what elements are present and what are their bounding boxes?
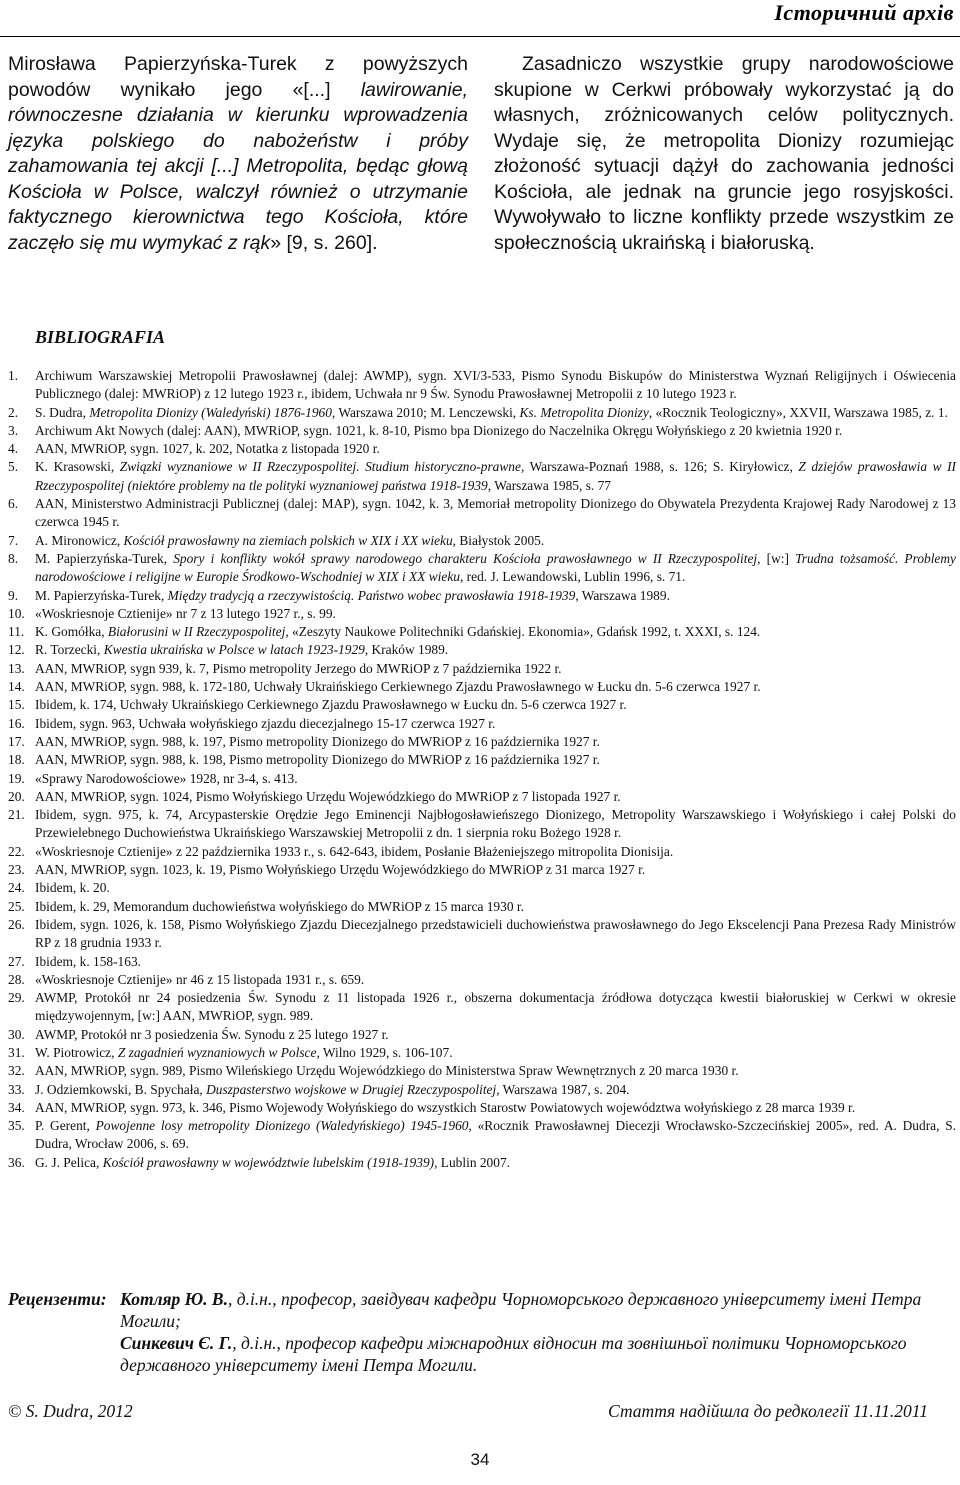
bibliography-entry-text xyxy=(35,953,956,971)
bibliography-entry xyxy=(8,715,956,733)
bibliography-plain-text: AAN, MWRiOP, sygn. 988, k. 197, Pismo metropolity Dionizego do MWRiOP z 16 października 1927 r. xyxy=(35,733,600,749)
bibliography-plain-text: S. Dudra, xyxy=(35,404,90,420)
bibliography-title-text: Kościół prawosławny na ziemiach polskich w XIX i XX wieku xyxy=(123,532,453,548)
bibliography-entry xyxy=(8,751,956,769)
bibliography-plain-text: AAN, MWRiOP, sygn. 988, k. 198, Pismo metropolity Dionizego do MWRiOP z 16 października 1927 r. xyxy=(35,752,600,768)
bibliography-entry-text xyxy=(35,422,956,440)
reviewer-name: Синкевич Є. Г. xyxy=(120,1333,233,1353)
left-text-part: Mirosława Papierzyńska-Turek z powyższych powodów wynikało jego «[...] xyxy=(8,53,468,101)
bibliography-entry xyxy=(8,495,956,532)
bibliography-entry-text xyxy=(35,1026,956,1044)
bibliography-entry-number: 25. xyxy=(8,898,25,914)
bibliography-plain-text: AAN, MWRiOP, sygn 939, k. 7, Pismo metropolity Jerzego do MWRiOP z 7 października 1922 r. xyxy=(35,660,562,676)
copyright-notice: © S. Dudra, 2012 xyxy=(8,1401,133,1421)
received-date: Стаття надійшла до редколегії 11.11.2011 xyxy=(608,1401,928,1421)
bibliography-entry-number: 10. xyxy=(8,605,25,621)
bibliography-plain-text: «Woskriesnoje Cztienije» z 22 października 1933 r., s. 642-643, ibidem, Posłanie Błażeniejszego mitropolita Dionisija. xyxy=(35,843,674,859)
bibliography-plain-text: AAN, MWRiOP, sygn. 1023, k. 19, Pismo Wołyńskiego Urzędu Wojewódzkiego do MWRiOP z 31 marca 1927 r. xyxy=(35,862,646,878)
bibliography-plain-text: AAN, MWRiOP, sygn. 988, k. 172-180, Uchwały Ukraińskiego Cerkiewnego Zjazdu Prawosławnego w Łucku dn. 5-6 czerwca 1927 r. xyxy=(35,679,761,695)
left-text-column xyxy=(8,52,468,256)
bibliography-title-text: Spory i konflikty wokół sprawy narodowego charakteru Kościoła prawosławnego w II Rzeczypospolitej xyxy=(173,550,758,566)
bibliography-title-text: Kwestia ukraińska w Polsce w latach 1923-1929 xyxy=(103,642,365,658)
bibliography-entry-text xyxy=(35,733,956,751)
bibliography-entry xyxy=(8,404,956,422)
bibliography-plain-text: J. Odziemkowski, B. Spychała, xyxy=(35,1081,207,1097)
bibliography-entry-number: 29. xyxy=(8,990,25,1006)
reviewer-entry xyxy=(120,1332,956,1376)
bibliography-entry xyxy=(8,458,956,495)
bibliography-entry-text xyxy=(35,770,956,788)
bibliography-entry-number: 20. xyxy=(8,788,25,804)
bibliography-entry-text xyxy=(35,916,956,953)
bibliography-entry-text xyxy=(35,715,956,733)
bibliography-list xyxy=(8,367,956,1172)
bibliography-plain-text: , Białystok 2005. xyxy=(452,532,545,548)
bibliography-entry-number: 22. xyxy=(8,843,25,859)
bibliography-plain-text: P. Gerent, xyxy=(35,1118,96,1134)
bibliography-entry xyxy=(8,989,956,1026)
bibliography-plain-text: «Woskriesnoje Cztienije» nr 7 z 13 lutego 1927 r., s. 99. xyxy=(35,605,336,621)
bibliography-entry xyxy=(8,1117,956,1154)
bibliography-title: BIBLIOGRAFIA xyxy=(35,327,166,347)
right-text-column xyxy=(494,52,954,256)
bibliography-entry-text xyxy=(35,532,956,550)
bibliography-plain-text: Ibidem, sygn. 1026, k. 158, Pismo Wołyńskiego Zjazdu Diecezjalnego przedstawicieli duchowieństwa prawosławnego do Jego Ekscelencji Pana Prezesa Rady Ministrów RP z 18 grudnia 1933 r. xyxy=(35,916,956,951)
bibliography-plain-text: , «Rocznik Teologiczny», XXVII, Warszawa 1985, z. 1. xyxy=(648,404,948,420)
bibliography-plain-text: «Sprawy Narodowościowe» 1928, nr 3-4, s. 413. xyxy=(35,770,298,786)
bibliography-entry-text xyxy=(35,458,956,495)
reviewers-label: Рецензенти: xyxy=(8,1289,107,1309)
bibliography-entry xyxy=(8,733,956,751)
bibliography-entry-text xyxy=(35,1044,956,1062)
bibliography-entry-text xyxy=(35,623,956,641)
bibliography-entry xyxy=(8,861,956,879)
bibliography-entry-number: 12. xyxy=(8,642,25,658)
bibliography-entry-text xyxy=(35,660,956,678)
bibliography-entry xyxy=(8,1154,956,1172)
bibliography-entry-text xyxy=(35,971,956,989)
bibliography-entry-number: 24. xyxy=(8,880,25,896)
bibliography-entry-number: 30. xyxy=(8,1026,25,1042)
bibliography-entry-number: 16. xyxy=(8,715,25,731)
bibliography-entry-number: 26. xyxy=(8,916,25,932)
bibliography-entry xyxy=(8,1062,956,1080)
bibliography-title-text: Powojenne losy metropolity Dionizego (Waledyńskiego) 1945-1960 xyxy=(95,1118,469,1134)
bibliography-entry xyxy=(8,550,956,587)
bibliography-plain-text: , Warszawa 1987, s. 204. xyxy=(496,1081,630,1097)
bibliography-entry-number: 8. xyxy=(8,550,19,566)
bibliography-entry-number: 23. xyxy=(8,862,25,878)
bibliography-entry-number: 11. xyxy=(8,624,25,640)
bibliography-plain-text: Ibidem, k. 158-163. xyxy=(35,953,141,969)
bibliography-plain-text: Ibidem, k. 174, Uchwały Ukraińskiego Cerkiewnego Zjazdu Prawosławnego w Łucku dn. 5-6 czerwca 1927 r. xyxy=(35,697,627,713)
bibliography-plain-text: Ibidem, k. 29, Memorandum duchowieństwa wołyńskiego do MWRiOP z 15 marca 1930 r. xyxy=(35,898,524,914)
bibliography-entry-number: 27. xyxy=(8,953,25,969)
bibliography-entry xyxy=(8,788,956,806)
bibliography-entry xyxy=(8,587,956,605)
bibliography-entry-text xyxy=(35,1062,956,1080)
bibliography-entry xyxy=(8,971,956,989)
bibliography-entry-text xyxy=(35,550,956,587)
bibliography-entry-number: 9. xyxy=(8,587,19,603)
bibliography-entry-number: 15. xyxy=(8,697,25,713)
bibliography-plain-text: W. Piotrowicz, xyxy=(35,1044,118,1060)
bibliography-plain-text: , Warszawa 1985, s. 77 xyxy=(487,477,611,493)
running-title: Історичний архів xyxy=(774,0,954,25)
bibliography-entry-text xyxy=(35,1154,956,1172)
bibliography-entry-number: 31. xyxy=(8,1044,25,1060)
bibliography-entry-text xyxy=(35,861,956,879)
bibliography-title-text: Białorusini w II Rzeczypospolitej xyxy=(107,624,286,640)
left-text-quote: lawirowanie, równoczesne działania w kierunku wprowadzenia języka polskiego do nabożeństw i próby zahamowania tej akcji [...] Metropolita, będąc głową Kościoła w Polsce, walczył również o utrzymanie faktycznego kierownictwa tego Kościoła, które zaczęło się mu wymykać z rąk xyxy=(8,78,468,254)
bibliography-entry-number: 33. xyxy=(8,1081,25,1097)
bibliography-entry-number: 3. xyxy=(8,422,19,438)
bibliography-plain-text: Ibidem, k. 20. xyxy=(35,880,110,896)
bibliography-entry-text xyxy=(35,879,956,897)
bibliography-plain-text: Ibidem, sygn. 975, k. 74, Arcypasterskie Orędzie Jego Eminencji Najbłogosławieńszego Dionizego, Metropolity Warszawskiego i Wołyńskiego i całej Polski do Przewielebnego Duchowieństwa Ukraińskiego Warszawskiej Metropolii z dn. 1 sierpnia roku Bożego 1928 r. xyxy=(35,807,956,841)
bibliography-entry-number: 4. xyxy=(8,441,19,457)
bibliography-entry-number: 34. xyxy=(8,1099,25,1115)
bibliography-plain-text: , [w:] xyxy=(757,550,796,566)
bibliography-entry-number: 17. xyxy=(8,733,25,749)
bibliography-plain-text: Archiwum Akt Nowych (dalej: AAN), MWRiOP, sygn. 1021, k. 8-10, Pismo bpa Dionizego do Naczelnika Okręgu Wołyńskiego z 20 kwietnia 1920 r. xyxy=(35,422,843,438)
bibliography-plain-text: A. Mironowicz, xyxy=(35,532,124,548)
page-number: 34 xyxy=(470,1450,490,1469)
bibliography-title-text: Trudna tożsamość. Problemy narodowościowe i religijne w Europie Środkowo-Wschodniej w XIX i XX wieku xyxy=(35,550,956,585)
reviewer-row xyxy=(8,1288,956,1332)
bibliography-entry xyxy=(8,532,956,550)
bibliography-entry-text xyxy=(35,989,956,1026)
bibliography-entry-number: 2. xyxy=(8,404,19,420)
bibliography-entry-text xyxy=(35,751,956,769)
bibliography-plain-text: AWMP, Protokół nr 3 posiedzenia Św. Synodu z 25 lutego 1927 r. xyxy=(35,1026,389,1042)
bibliography-title-text: Związki wyznaniowe w II Rzeczypospolitej. Studium historyczno-prawne xyxy=(119,459,521,475)
bibliography-entry-text xyxy=(35,843,956,861)
bibliography-title-text: Z dziejów prawosławia w II Rzeczypospolitej (niektóre problemy na tle polityki wyznaniowej państwa 1918-1939 xyxy=(35,459,956,493)
bibliography-entry-text xyxy=(35,440,956,458)
bibliography-entry-text xyxy=(35,1081,956,1099)
bibliography-plain-text: AAN, MWRiOP, sygn. 1024, Pismo Wołyńskiego Urzędu Wojewódzkiego do MWRiOP z 7 listopada 1927 r. xyxy=(35,788,621,804)
bibliography-plain-text: M. Papierzyńska-Turek, xyxy=(35,550,174,566)
bibliography-entry xyxy=(8,898,956,916)
bibliography-entry xyxy=(8,843,956,861)
bibliography-entry-text xyxy=(35,367,956,404)
bibliography-title-text: Duszpasterstwo wojskowe w Drugiej Rzeczypospolitej xyxy=(206,1081,497,1097)
bibliography-entry-text xyxy=(35,898,956,916)
bibliography-entry-text xyxy=(35,788,956,806)
bibliography-entry-number: 13. xyxy=(8,660,25,676)
bibliography-entry xyxy=(8,440,956,458)
left-text-part: » [9, s. 260]. xyxy=(270,231,378,254)
bibliography-plain-text: K. Krasowski, xyxy=(35,459,120,475)
right-paragraph: Zasadniczo wszystkie grupy narodowościowe skupione w Cerkwi próbowały wykorzystać ją do własnych, zróżnicowanych celów politycznych. Wydaje się, że metropolita Dionizy rozumiejąc złożoność sytuacji dążył do zachowania jedności Kościoła, ale jednak na gruncie jego rosyjskości. Wywoływało to liczne konflikty przede wszystkim ze społecznością ukraińską i białoruską. xyxy=(494,53,954,254)
bibliography-plain-text: , «Zeszyty Naukowe Politechniki Gdańskiej. Ekonomia», Gdańsk 1992, t. XXXI, s. 124. xyxy=(285,624,761,640)
bibliography-entry-number: 18. xyxy=(8,752,25,768)
bibliography-entry-text xyxy=(35,605,956,623)
bibliography-plain-text: , Lublin 2007. xyxy=(434,1154,510,1170)
bibliography-plain-text: , Warszawa-Poznań 1988, s. 126; S. Kiryłowicz, xyxy=(520,459,799,475)
bibliography-entry-number: 1. xyxy=(8,368,19,383)
bibliography-plain-text: AAN, MWRiOP, sygn. 1027, k. 202, Notatka z listopada 1920 r. xyxy=(35,441,380,457)
bibliography-plain-text: M. Papierzyńska-Turek, xyxy=(35,587,168,603)
bibliography-entry xyxy=(8,422,956,440)
bibliography-plain-text: , Wilno 1929, s. 106-107. xyxy=(316,1044,453,1060)
bibliography-entry xyxy=(8,770,956,788)
bibliography-plain-text: G. J. Pelica, xyxy=(35,1154,103,1170)
bibliography-entry-number: 21. xyxy=(8,807,25,823)
bibliography-title-text: Między tradycją a rzeczywistością. Państwo wobec prawosławia 1918-1939 xyxy=(167,587,576,603)
bibliography-plain-text: , red. J. Lewandowski, Lublin 1996, s. 71. xyxy=(459,569,686,585)
reviewer-row xyxy=(8,1332,956,1376)
bibliography-plain-text: K. Gomółka, xyxy=(35,624,108,640)
bibliography-entry xyxy=(8,623,956,641)
reviewers-label-spacer xyxy=(8,1332,120,1376)
bibliography-entry-text xyxy=(35,495,956,532)
bibliography-entry xyxy=(8,806,956,843)
bibliography-plain-text: , Warszawa 1989. xyxy=(575,587,670,603)
bibliography-title-text: Kościół prawosławny w województwie lubelskim (1918-1939) xyxy=(102,1154,435,1170)
bibliography-plain-text: Archiwum Warszawskiej Metropolii Prawosławnej (dalej: AWMP), sygn. XVI/3-533, Pismo Synodu Biskupów do Ministerstwa Wyznań Religijnych i Oświecenia Publicznego (dalej: MWRiOP) z 12 lutego 1923 r., ibidem, Uchwała nr 9 Św. Synodu Prawosławnej Metropolii z 10 lutego 1923 r. xyxy=(35,368,956,402)
bibliography-plain-text: AAN, MWRiOP, sygn. 973, k. 346, Pismo Wojewody Wołyńskiego do wszystkich Starostw Powiatowych województwa wołyńskiego z 28 marca 1939 r. xyxy=(35,1099,856,1115)
bibliography-entry xyxy=(8,1044,956,1062)
bibliography-plain-text: AAN, Ministerstwo Administracji Publicznej (dalej: MAP), sygn. 1042, k. 3, Memoriał metropolity Dionizego do Obywatela Prezydenta Krajowej Rady Narodowej z 13 czerwca 1945 r. xyxy=(35,496,956,530)
bibliography-entry-text xyxy=(35,678,956,696)
bibliography-entry xyxy=(8,367,956,404)
bibliography-entry xyxy=(8,879,956,897)
bibliography-entry xyxy=(8,641,956,659)
bibliography-plain-text: Ibidem, sygn. 963, Uchwała wołyńskiego zjazdu diecezjalnego 15-17 czerwca 1927 r. xyxy=(35,715,496,731)
bibliography-entry-text xyxy=(35,587,956,605)
header-rule xyxy=(0,36,960,37)
bibliography-entry-number: 6. xyxy=(8,496,19,512)
bibliography-plain-text: , Warszawa 2010; M. Lenczewski, xyxy=(331,404,520,420)
bibliography-plain-text: , Kraków 1989. xyxy=(364,642,449,658)
bibliography-entry-number: 5. xyxy=(8,459,19,475)
reviewers-block xyxy=(8,1288,956,1376)
bibliography-entry-number: 14. xyxy=(8,679,25,695)
bibliography-entry-text xyxy=(35,641,956,659)
bibliography-entry xyxy=(8,660,956,678)
bibliography-entry xyxy=(8,916,956,953)
bibliography-entry-text xyxy=(35,1117,956,1154)
bibliography-entry-number: 19. xyxy=(8,770,25,786)
bibliography-entry-text xyxy=(35,1099,956,1117)
bibliography-entry xyxy=(8,1099,956,1117)
reviewer-entry xyxy=(120,1288,956,1332)
bibliography-entry xyxy=(8,696,956,714)
bibliography-plain-text: AAN, MWRiOP, sygn. 989, Pismo Wileńskiego Urzędu Wojewódzkiego do Ministerstwa Spraw Wewnętrznych z 20 marca 1930 r. xyxy=(35,1063,739,1079)
bibliography-entry-number: 35. xyxy=(8,1118,25,1134)
bibliography-entry-number: 28. xyxy=(8,971,25,987)
reviewer-details: , д.і.н., професор, завідувач кафедри Чорноморського державного університету імені Петра Могили; xyxy=(120,1289,922,1331)
bibliography-entry xyxy=(8,605,956,623)
bibliography-title-text: Metropolita Dionizy (Waledyński) 1876-1960 xyxy=(89,404,332,420)
reviewer-details: , д.і.н., професор кафедри міжнародних відносин та зовнішньої політики Чорноморського державного університету імені Петра Могили. xyxy=(120,1333,907,1375)
reviewer-name: Котляр Ю. В. xyxy=(120,1289,228,1309)
bibliography-entry xyxy=(8,1081,956,1099)
bibliography-entry-text xyxy=(35,696,956,714)
bibliography-plain-text: «Woskriesnoje Cztienije» nr 46 z 15 listopada 1931 r., s. 659. xyxy=(35,971,365,987)
bibliography-entry-number: 32. xyxy=(8,1063,25,1079)
bibliography-entry-number: 36. xyxy=(8,1154,25,1170)
bibliography-entry-text xyxy=(35,806,956,843)
bibliography-entry-number: 7. xyxy=(8,532,19,548)
bibliography-entry-text xyxy=(35,404,956,422)
bibliography-plain-text: AWMP, Protokół nr 24 posiedzenia Św. Synodu z 11 listopada 1926 r., obszerna dokumentacja źródłowa dotycząca kwestii białoruskiej w Cerkwi w okresie międzywojennym, [w:] AAN, MWRiOP, sygn. 989. xyxy=(35,990,956,1024)
bibliography-plain-text: R. Torzecki, xyxy=(35,642,104,658)
bibliography-title-text: Z zagadnień wyznaniowych w Polsce xyxy=(117,1044,317,1060)
bibliography-title-text: Ks. Metropolita Dionizy xyxy=(519,404,649,420)
bibliography-entry xyxy=(8,678,956,696)
bibliography-entry xyxy=(8,1026,956,1044)
bibliography-plain-text: , «Rocznik Prawosławnej Diecezji Wrocławsko-Szczecińskiej 2005», red. A. Dudra, S. Dudra, Wrocław 2006, s. 69. xyxy=(35,1118,956,1152)
bibliography-entry xyxy=(8,953,956,971)
